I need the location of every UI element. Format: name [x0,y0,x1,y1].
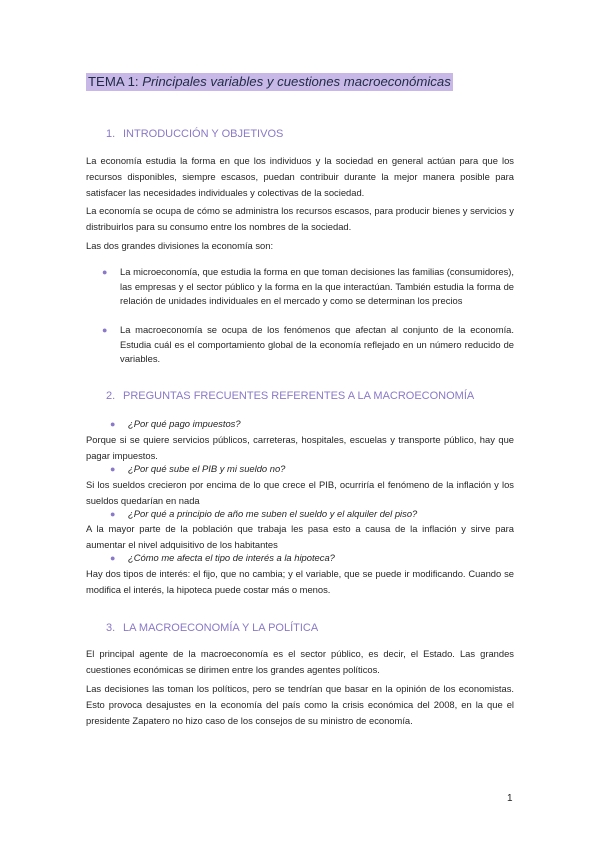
faq-question [110,552,335,563]
bullet-icon: ● [110,553,116,563]
politica-paragraph-1: El principal agente de la macroeconomía es el sector público, es decir, el Estado. Las grandes cuestiones económicas se dirimen entre los grandes agentes políticos. [86,648,514,675]
section-number: 1. [106,128,116,140]
section-heading-2 [106,390,474,402]
faq-answer: A la mayor parte de la población que trabaja les pasa esto a causa de la inflación y sirve para aumentar el nivel adquisitivo de los habitantes [86,523,514,550]
bullet-icon: ● [110,419,116,429]
bullet-icon: ● [110,509,116,519]
faq-question [110,508,417,519]
section-label: LA MACROECONOMÍA Y LA POLÍTICA [123,622,319,634]
section-heading-1 [106,128,283,140]
section-heading-3 [106,622,318,634]
section-number: 3. [106,622,116,634]
intro-paragraph-2: La economía se ocupa de cómo se administra los recursos escasos, para producir bienes y servicios y distribuirlos para su consumo entre los nombres de la sociedad. [86,205,514,232]
section-label: INTRODUCCIÓN Y OBJETIVOS [123,128,284,140]
faq-question-text: ¿Por qué pago impuestos? [128,418,241,429]
faq-question-text: ¿Por qué a principio de año me suben el sueldo y el alquiler del piso? [128,508,418,519]
section-label: PREGUNTAS FRECUENTES REFERENTES A LA MACROECONOMÍA [123,390,475,402]
faq-question [110,418,241,429]
bullet-icon: ● [102,325,108,335]
faq-answer: Si los sueldos crecieron por encima de lo que crece el PIB, ocurriría el fenómeno de la inflación y los sueldos quedarían en nada [86,479,514,506]
page-number: 1 [507,793,513,804]
bullet-text: La macroeconomía se ocupa de los fenómenos que afectan al conjunto de la economía. Estudia cuál es el comportamiento global de la economía reflejado en un número reducido de variables. [120,324,514,365]
bullet-icon: ● [110,464,116,474]
intro-paragraph-1: La economía estudia la forma en que los individuos y la sociedad en general actúan para que los recursos disponibles, siempre escasos, puedan contribuir durante la mejor manera posible para satisfacer las necesidades individuales y colectivas de la sociedad. [86,155,514,198]
bullet-icon: ● [102,267,108,277]
bullet-text: La microeconomía, que estudia la forma en que toman decisiones las familias (consumidores), las empresas y el sector público y la forma en la que interactúan. También estudia la forma de relación de unidades individuales en el mercado y como se determinan los precios [120,266,514,307]
list-item [102,265,514,309]
intro-paragraph-3: Las dos grandes divisiones la economía son: [86,240,274,251]
politica-paragraph-2: Las decisiones las toman los políticos, pero se tendrían que basar en la opinión de los economistas. Esto provoca desajustes en la economía del país como la crisis económica del 2008, en la que el presidente Zapatero no hizo caso de los consejos de su ministro de economía. [86,683,514,726]
faq-question-text: ¿Por qué sube el PIB y mi sueldo no? [128,463,286,474]
faq-answer: Porque si se quiere servicios públicos, carreteras, hospitales, escuelas y transporte público, hay que pagar impuestos. [86,434,514,461]
title-italic: Principales variables y cuestiones macroeconómicas [142,74,451,89]
faq-question [110,463,285,474]
list-item [102,323,514,367]
page-title [86,73,453,91]
title-prefix: TEMA 1: [88,74,143,89]
section-number: 2. [106,390,116,402]
faq-question-text: ¿Cómo me afecta el tipo de interés a la hipoteca? [128,552,335,563]
faq-answer: Hay dos tipos de interés: el fijo, que no cambia; y el variable, que se puede ir modificando. Cuando se modifica el interés, la hipoteca puede costar más o menos. [86,568,514,595]
